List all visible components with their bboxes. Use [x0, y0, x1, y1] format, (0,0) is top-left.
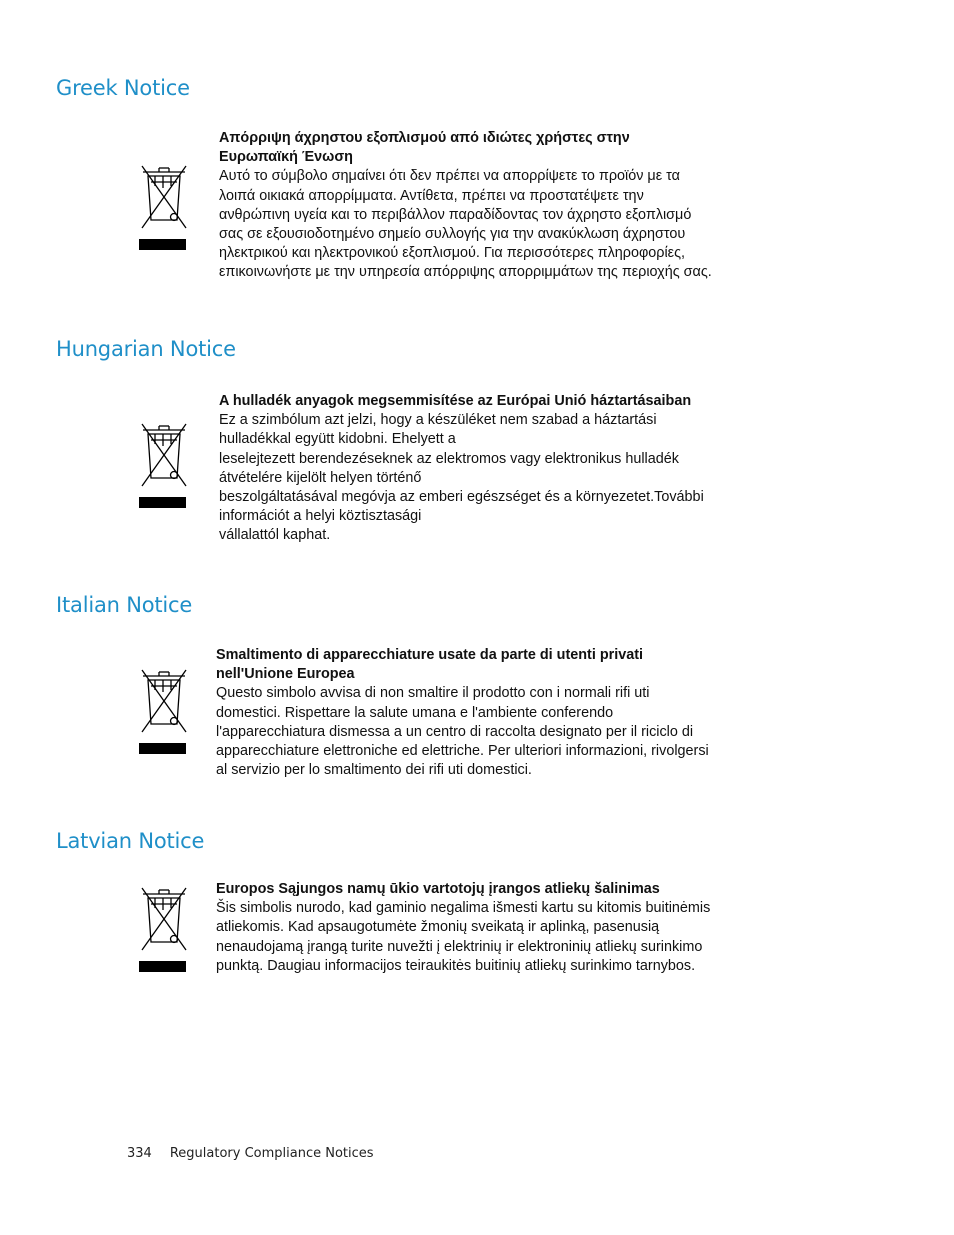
notice-line: információt a helyi köztisztasági: [219, 508, 422, 525]
notice-line: hulladékkal együtt kidobni. Ehelyett a: [219, 431, 456, 448]
notice-line: vállalattól kaphat.: [219, 527, 331, 544]
notice-line: Šis simbolis nurodo, kad gaminio negalima išmesti kartu su kitomis buitinėmis: [216, 900, 711, 917]
notice-block-greek: [219, 129, 712, 283]
notice-line: l'apparecchiatura dismessa a un centro di raccolta designato per il riciclo di: [216, 723, 694, 740]
notice-title: Ευρωπαϊκή Ένωση: [219, 149, 353, 166]
notice-line: ανθρώπινη υγεία και το περιβάλλον παραδίδοντας τον άχρηστο εξοπλισμό: [219, 206, 692, 223]
weee-bar: [139, 239, 186, 250]
notice-title: nell'Unione Europea: [216, 666, 355, 683]
section-heading-greek: Greek Notice: [56, 76, 190, 100]
notice-title: Smaltimento di apparecchiature usate da parte di utenti privati: [216, 647, 644, 663]
weee-bin-icon: [139, 162, 189, 250]
weee-bin-icon: [139, 666, 189, 754]
notice-line: al servizio per lo smaltimento dei rifi uti domestici.: [216, 762, 532, 779]
notice-line: Αυτό το σύμβολο σημαίνει ότι δεν πρέπει να απορρίψετε το προϊόν με τα: [219, 168, 680, 185]
notice-line: punktą. Daugiau informacijos teiraukitės buitinių atliekų surinkimo tarnybos.: [216, 957, 696, 974]
notice-line: σας σε εξουσιοδοτημένο σημείο συλλογής για την ανακύκλωση άχρηστου: [219, 226, 686, 243]
notice-title: A hulladék anyagok megsemmisítése az Európai Unió háztartásaiban: [219, 393, 692, 409]
notice-title: Europos Sąjungos namų ūkio vartotojų įrangos atliekų šalinimas: [216, 881, 660, 897]
notice-line: apparecchiature elettroniche ed elettriche. Per ulteriori informazioni, rivolgersi: [216, 743, 709, 760]
weee-bin-icon: [139, 884, 189, 972]
notice-block-italian: [216, 646, 709, 780]
section-heading-hungarian: Hungarian Notice: [56, 337, 236, 361]
notice-line: leselejtezett berendezéseknek az elektromos vagy elektronikus hulladék: [219, 450, 679, 467]
page-footer: [127, 1146, 374, 1161]
weee-bar: [139, 497, 186, 508]
section-heading-latvian: Latvian Notice: [56, 829, 205, 853]
weee-bar: [139, 743, 186, 754]
notice-line: atliekomis. Kad apsaugotumėte žmonių sveikatą ir aplinką, pasenusią: [216, 919, 660, 936]
page-number: 334: [127, 1146, 152, 1161]
notice-line: domestici. Rispettare la salute umana e l'ambiente conferendo: [216, 704, 614, 721]
notice-block-latvian: [216, 880, 710, 976]
footer-title: Regulatory Compliance Notices: [169, 1146, 374, 1161]
section-heading-italian: Italian Notice: [56, 593, 193, 617]
notice-line: λοιπά οικιακά απορρίμματα. Αντίθετα, πρέπει να προστατέψετε την: [219, 187, 644, 204]
notice-title: Απόρριψη άχρηστου εξοπλισμού από ιδιώτες χρήστες στην: [219, 130, 630, 146]
notice-line: ηλεκτρικού και ηλεκτρονικού εξοπλισμού. Για περισσότερες πληροφορίες,: [219, 245, 686, 262]
notice-line: átvételére kijelölt helyen történő: [219, 469, 422, 486]
notice-line: Ez a szimbólum azt jelzi, hogy a készüléket nem szabad a háztartási: [219, 412, 657, 429]
weee-bin-icon: [139, 420, 189, 508]
notice-line: επικοινωνήστε με την υπηρεσία απόρριψης απορριμμάτων της περιοχής σας.: [219, 264, 712, 281]
weee-bar: [139, 961, 186, 972]
notice-block-hungarian: [219, 392, 704, 546]
notice-line: beszolgáltatásával megóvja az emberi egészséget és a környezetet.További: [219, 489, 704, 506]
notice-line: Questo simbolo avvisa di non smaltire il prodotto con i normali rifi uti: [216, 685, 650, 702]
notice-line: nenaudojamą įrangą turite nuvežti į elektrinių ir elektroninių atliekų surinkimo: [216, 938, 703, 955]
